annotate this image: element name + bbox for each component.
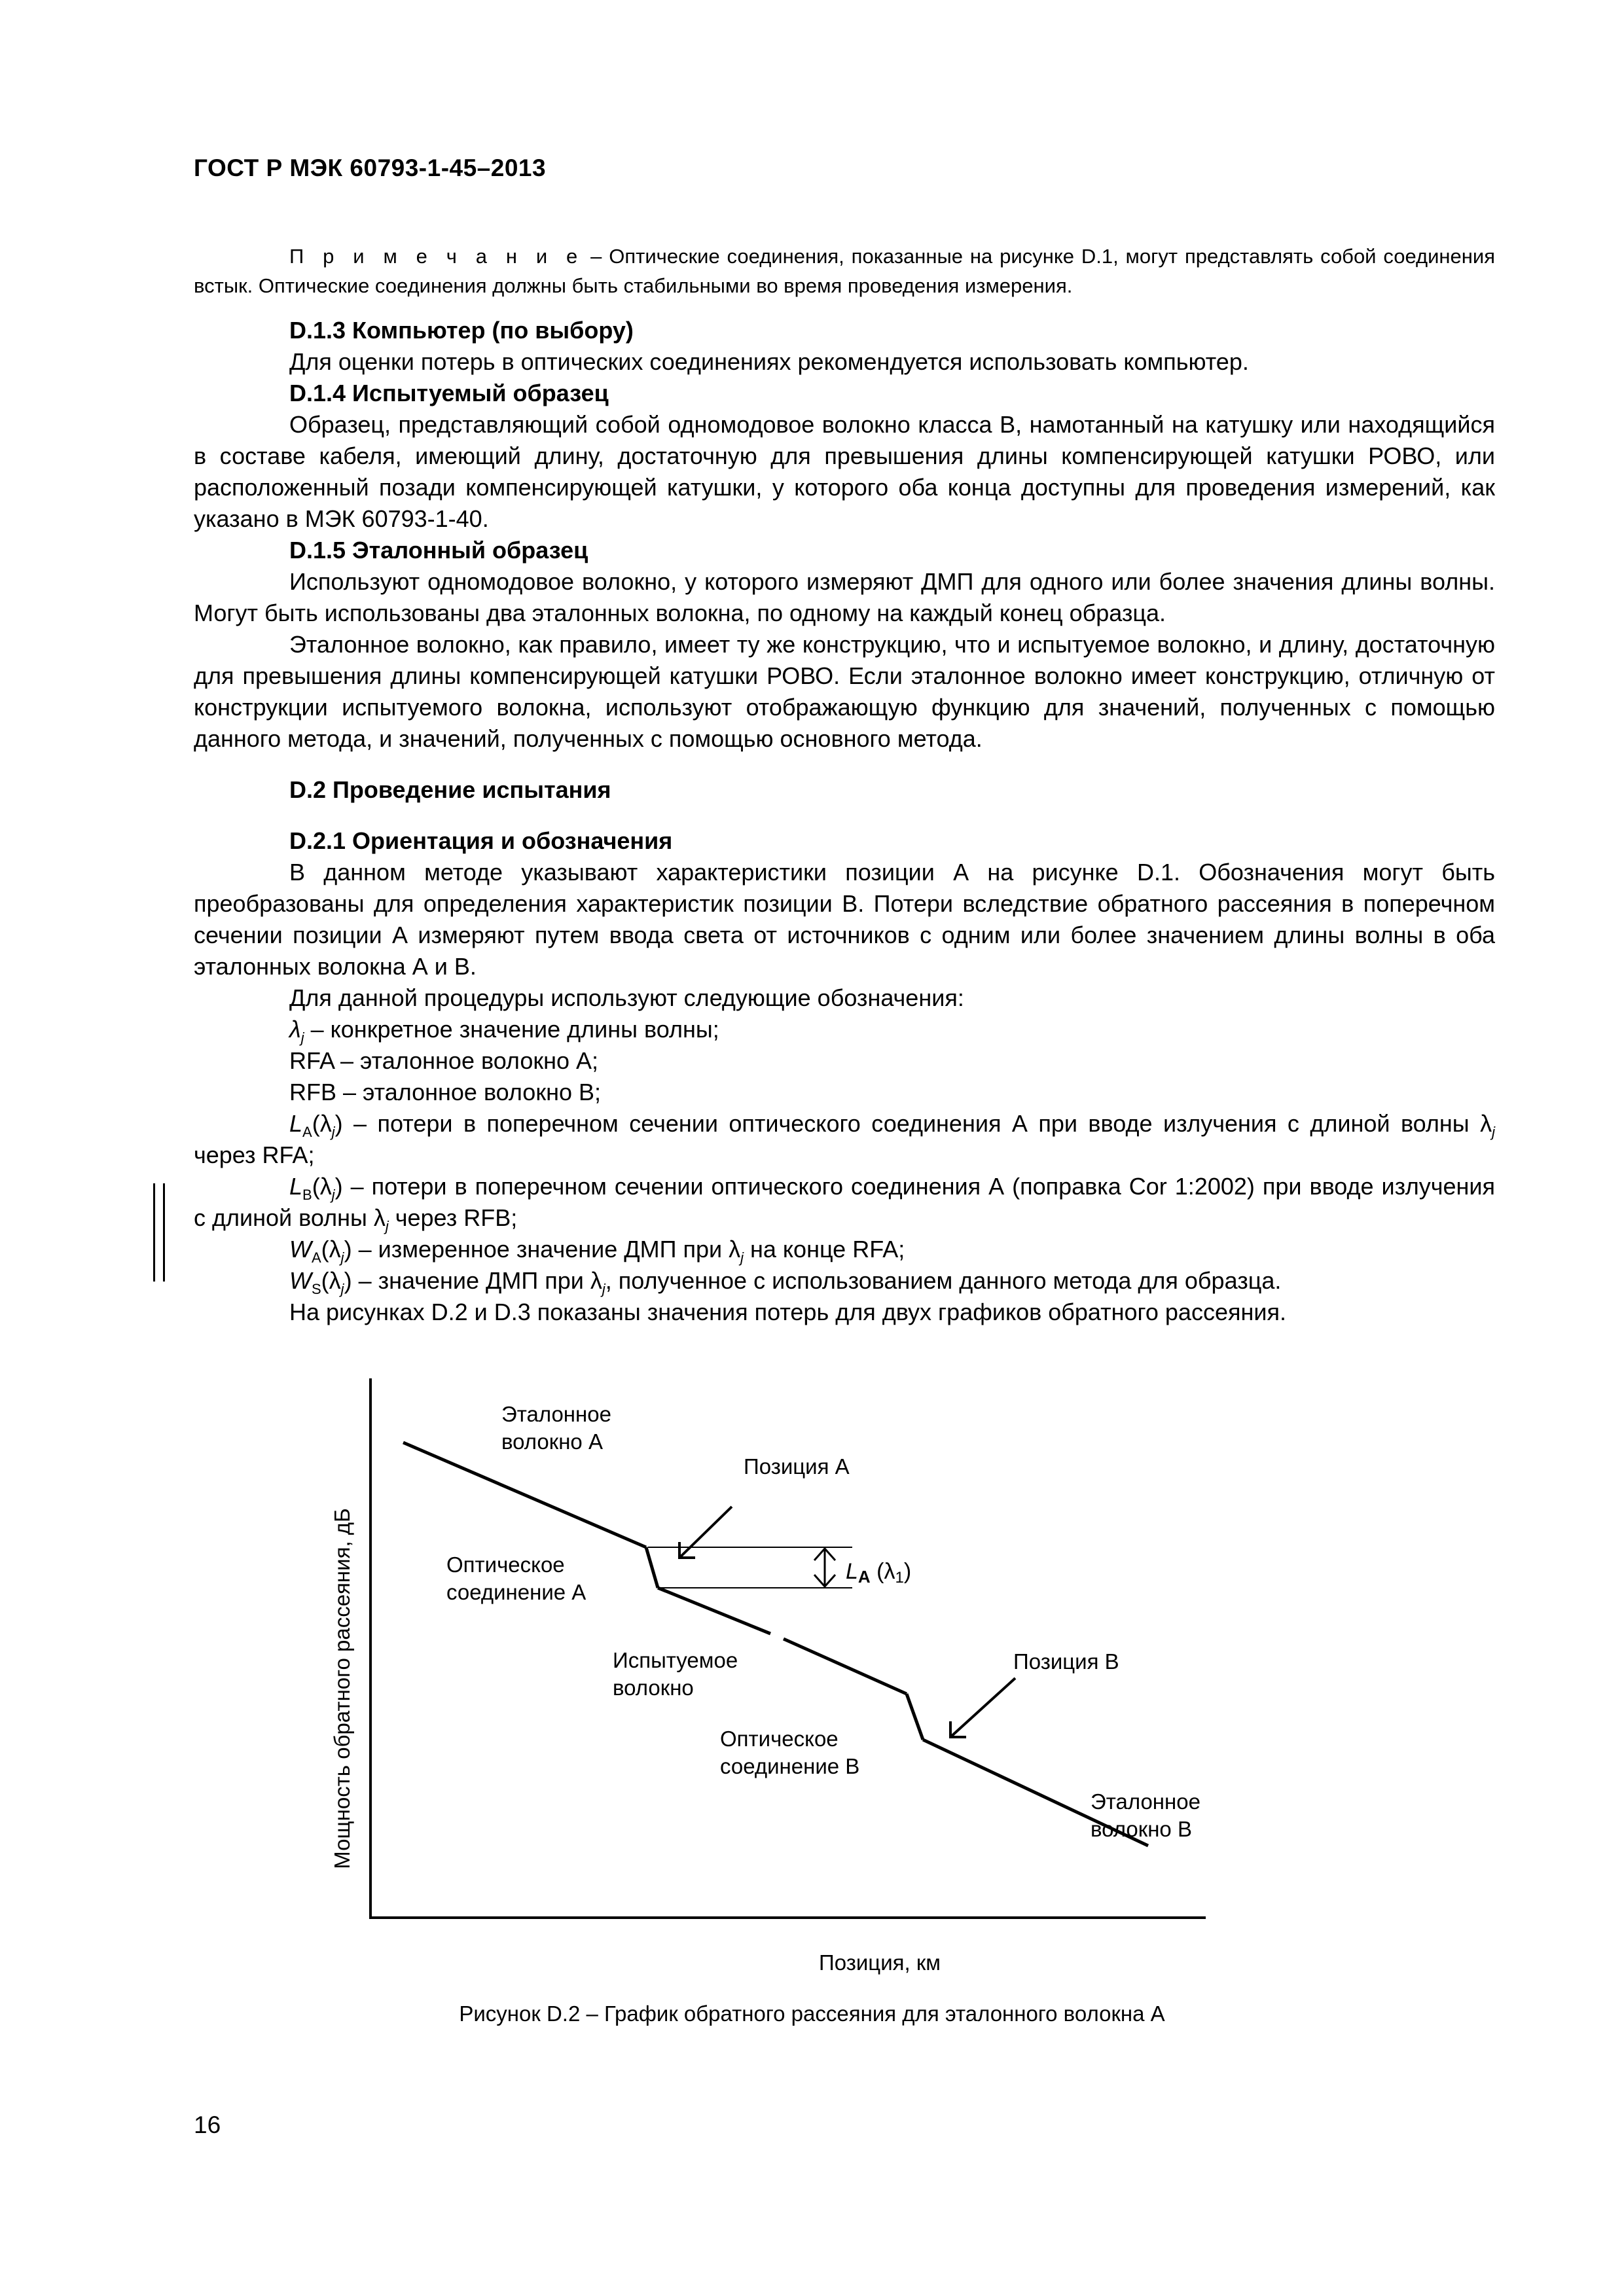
section-d15-paragraph-2: Эталонное волокно, как правило, имеет ту же конструкцию, что и испытуемое волокно, и длину, достаточную для превышения длины компенсирующей катушки РОВО. Если эталонное волокно имеет конструкцию, отличную от конструкции испытуемого волокна, используют отображающую функцию для значений, полученных с помощью данного метода, и значений, полученных с помощью основного метода. <box>194 631 1495 752</box>
section-heading-d21: D.2.1 Ориентация и обозначения <box>289 827 673 854</box>
section-heading-d13: D.1.3 Компьютер (по выбору) <box>289 317 634 344</box>
section-heading-d14: D.1.4 Испытуемый образец <box>289 380 609 406</box>
revision-bar <box>153 1183 165 1282</box>
section-d21-paragraph-3: На рисунках D.2 и D.3 показаны значения потерь для двух графиков обратного рассеяния. <box>289 1299 1286 1325</box>
section-d21-paragraph-2: Для данной процедуры используют следующие обозначения: <box>289 984 964 1011</box>
section-d14-paragraph: Образец, представляющий собой одномодовое волокно класса В, намотанный на катушку или находящийся в составе кабеля, имеющий длину, достаточную для превышения длины компенсирующей катушки РОВО, или расположенный позади компенсирующей катушки, у которого оба конца доступны для проведения измерений, как указано в МЭК 60793-1-40. <box>194 411 1495 532</box>
definition-rfa: RFA – эталонное волокно А; <box>289 1047 599 1074</box>
definition-wa: $W_A(\lambda_j)$ – измеренное значение ДМП при $\lambda_j$ на конце RFA; <box>289 1236 905 1266</box>
label-test-fibre-line2: волокно <box>613 1676 694 1700</box>
definition-la: $L_A(\lambda_j)$ – потери в поперечном сечении оптического соединения А при вводе излучения с длиной волны $\lambda_j$ через RFA; <box>194 1110 1495 1168</box>
note-label: П р и м е ч а н и е <box>289 245 584 268</box>
label-joint-a-line1: Оптическое <box>446 1552 565 1577</box>
figure-caption: Рисунок D.2 – График обратного рассеяния для эталонного волокна А <box>459 2001 1165 2026</box>
section-d21-paragraph-1: В данном методе указывают характеристики позиции А на рисунке D.1. Обозначения могут быть преобразованы для определения характеристик позиции В. Потери вследствие обратного рассеяния в поперечном сечении позиции А измеряют путем ввода света от источников с одним или более значением длины волны в оба эталонных волокна А и В. <box>194 859 1495 980</box>
label-joint-b-line1: Оптическое <box>720 1727 839 1751</box>
label-joint-b-line2: соединение В <box>720 1754 860 1778</box>
document-header: ГОСТ Р МЭК 60793-1-45–2013 <box>194 154 547 181</box>
label-reference-a-line1: Эталонное <box>501 1402 611 1426</box>
label-test-fibre-line1: Испытуемое <box>613 1648 738 1672</box>
document-body <box>194 221 1495 1328</box>
x-axis-label: Позиция, км <box>819 1950 941 1975</box>
y-axis-label: Мощность обратного рассеяния, дБ <box>330 1508 354 1869</box>
definition-lb: $L_B(\lambda_j)$ – потери в поперечном сечении оптического соединения А (поправка Cor 1:2002) при вводе излучения с длиной волны $\lambda_j$ через RFB; <box>194 1173 1495 1235</box>
label-joint-a-line2: соединение А <box>446 1580 586 1604</box>
section-d13-paragraph: Для оценки потерь в оптических соединениях рекомендуется использовать компьютер. <box>289 348 1249 375</box>
position-a-arrow <box>679 1507 732 1558</box>
label-loss-la: LA (λ1) <box>846 1559 912 1587</box>
definition-rfb: RFB – эталонное волокно В; <box>289 1079 601 1105</box>
trace-joint-a <box>646 1547 658 1588</box>
label-position-a: Позиция А <box>744 1454 850 1479</box>
note-paragraph <box>194 242 1495 300</box>
position-b-arrow <box>950 1678 1015 1737</box>
label-position-b: Позиция В <box>1013 1649 1119 1674</box>
label-reference-a-line2: волокно А <box>501 1429 603 1454</box>
label-reference-b-line1: Эталонное <box>1091 1789 1200 1814</box>
backscatter-diagram <box>288 1348 1257 2016</box>
section-d15-paragraph-1: Используют одномодовое волокно, у которого измеряют ДМП для одного или более значения длины волны. Могут быть использованы два эталонных волокна, по одному на каждый конец образца. <box>194 568 1495 626</box>
backscatter-figure <box>288 1348 1257 2016</box>
trace-reference-a <box>403 1443 646 1547</box>
trace-test-fibre-1 <box>658 1588 770 1634</box>
trace-joint-b <box>907 1694 923 1740</box>
label-reference-b-line2: волокно В <box>1091 1817 1192 1841</box>
trace-test-fibre-2 <box>784 1639 907 1694</box>
section-heading-d15: D.1.5 Эталонный образец <box>289 537 588 564</box>
page-number: 16 <box>194 2111 221 2138</box>
definition-ws: $W_S(\lambda_j)$ – значение ДМП при $\lambda_j$, полученное с использованием данного метода для образца. <box>289 1267 1282 1298</box>
note-text: – Оптические соединения, показанные на рисунке D.1, могут представлять собой соединения встык. Оптические соединения должны быть стабильными во время проведения измерения. <box>194 245 1496 297</box>
definition-lambda: $\lambda_j$ – конкретное значение длины волны; <box>289 1016 719 1047</box>
section-heading-d2: D.2 Проведение испытания <box>289 776 611 803</box>
